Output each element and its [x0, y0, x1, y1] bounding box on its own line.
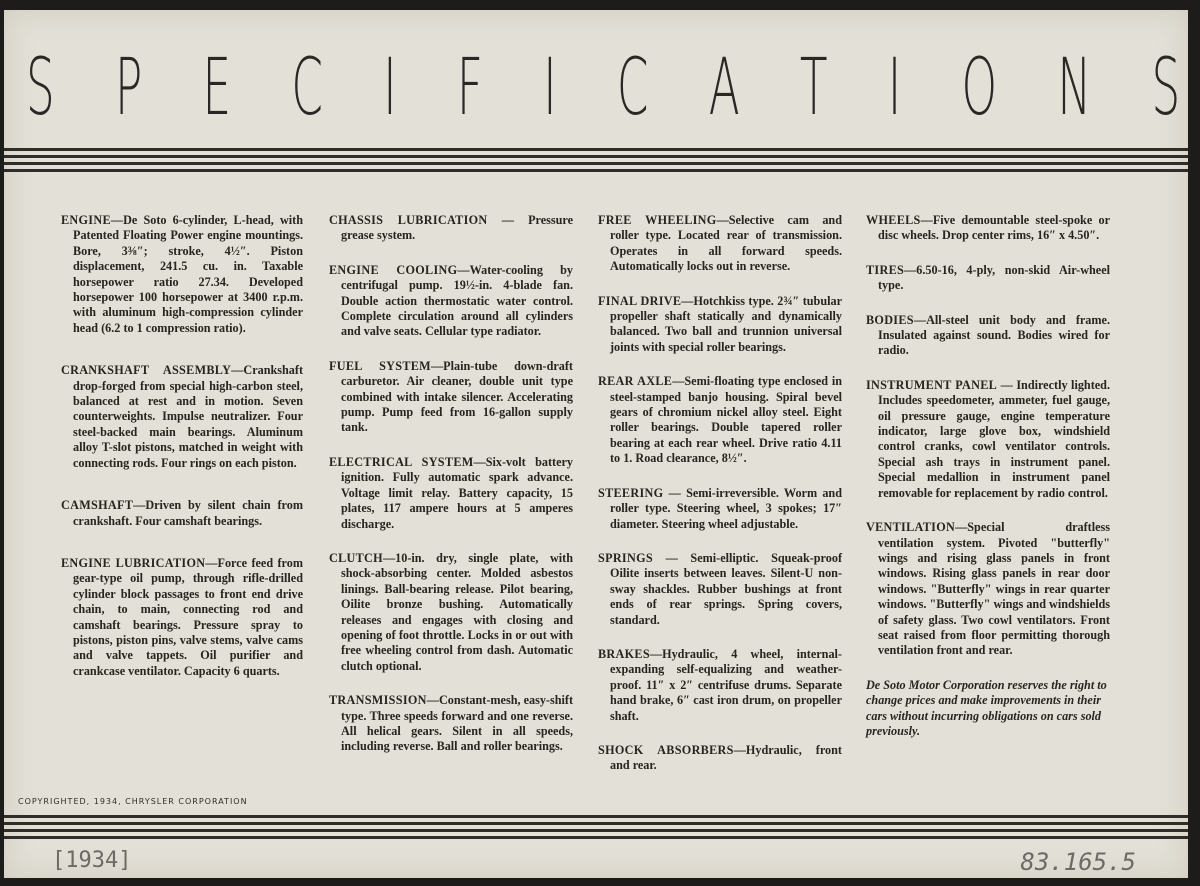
spec-column-2 [329, 213, 573, 774]
spec-entry: ENGINE COOLING—Water-cooling by centrifugal pump. 19½-in. 4-blade fan. Double action thermostatic water control. Complete circulation around all cylinders and valve seats. Cellular type radiator. [329, 262, 573, 339]
spec-entry: BODIES—All-steel unit body and frame. Insulated against sound. Bodies wired for radio. [866, 312, 1110, 358]
top-rule-lines [4, 148, 1188, 176]
spec-entry: TRANSMISSION—Constant-mesh, easy-shift type. Three speeds forward and one reverse. All helical gears. Silent in all speeds, including reverse. Ball and roller bearings. [329, 693, 573, 754]
spec-entry: SHOCK ABSORBERS—Hydraulic, front and rear. [598, 742, 842, 773]
spec-entry: VENTILATION—Special draftless ventilation system. Pivoted "butterfly" wings and rising glass panels in front windows. Rising glass panels in rear door windows. "Butterfly" wings in rear quarter windows. "Butterfly" wings and windshields of safety glass. Two cowl ventilators. Front seat raised from floor permitting thorough ventilation front and rear. [866, 520, 1110, 658]
page-title [26, 38, 1180, 138]
title-letter: S [1151, 43, 1181, 133]
spec-entry: FREE WHEELING—Selective cam and roller type. Located rear of transmission. Operates in all forward speeds. Automatically locks out in reverse. [598, 213, 842, 274]
title-letter: F [456, 43, 483, 133]
spec-entry: CAMSHAFT—Driven by silent chain from crankshaft. Four camshaft bearings. [61, 498, 303, 528]
title-letter: I [543, 43, 557, 133]
spec-entry: FUEL SYSTEM—Plain-tube down-draft carburetor. Air cleaner, double unit type combined with intake silencer. Accelerating pump. Pump feed from 16-gallon supply tank. [329, 358, 573, 435]
title-letter: S [26, 43, 55, 133]
title-letter: O [961, 43, 998, 133]
spec-entry: FINAL DRIVE—Hotchkiss type. 2¾″ tubular propeller shaft statically and dynamically balanced. Two ball and trunnion universal joints with special roller bearings. [598, 293, 842, 354]
spec-entry: INSTRUMENT PANEL — Indirectly lighted. Includes speedometer, ammeter, fuel gauge, oil pressure gauge, engine temperature indicator, large glove box, windshield control cranks, cowl ventilator controls. Special ash trays in instrument panel. Special medallion in instrument panel removable for replacement by radio control. [866, 377, 1110, 500]
spec-entry: TIRES—6.50-16, 4-ply, non-skid Air-wheel type. [866, 262, 1110, 293]
title-letter: I [383, 43, 397, 133]
spec-entry: WHEELS—Five demountable steel-spoke or disc wheels. Drop center rims, 16″ x 4.50″. [866, 213, 1110, 243]
spec-entry: ENGINE LUBRICATION—Force feed from gear-type oil pump, through rifle-drilled cylinder block passages to front end drive chain, to main, connecting rod and camshaft bearings. Pressure spray to pistons, piston pins, valve stems, valve cams and valve tappets. Oil purifier and crankcase ventilator. Capacity 6 quarts. [61, 555, 303, 678]
spec-sheet-page [4, 10, 1188, 878]
spec-entry: REAR AXLE—Semi-floating type enclosed in steel-stamped banjo housing. Spiral bevel gears of chromium nickel alloy steel. Eight roller bearings. Double tapered roller bearing at each rear wheel. Drive ratio 4.11 to 1. Road clearance, 8½″. [598, 374, 843, 466]
accession-number: 83.165.5 [1020, 848, 1136, 876]
bottom-rule-lines [4, 815, 1188, 843]
spec-entry: CHASSIS LUBRICATION — Pressure grease system. [329, 213, 573, 243]
copyright-line: COPYRIGHTED, 1934, CHRYSLER CORPORATION [18, 797, 248, 806]
spec-entry: CRANKSHAFT ASSEMBLY—Crankshaft drop-forged from special high-carbon steel, balanced at rest and in motion. Seven counterweights. Impulse neutralizer. Four steel-backed main bearings. Aluminum alloy T-slot pistons, matched in weight with connecting rods. Four rings on each piston. [61, 363, 303, 470]
spec-column-3 [598, 213, 842, 793]
title-letter: C [291, 43, 324, 133]
spec-entry: CLUTCH—10-in. dry, single plate, with shock-absorbing center. Molded asbestos linings. Ball-bearing release. Pilot bearing, Oilite bronze bushing. Automatically releases and engages with closing and opening of foot throttle. Locks in or out with free wheeling control from dash. Automatic clutch optional. [329, 550, 573, 673]
spec-column-1 [61, 213, 303, 706]
title-letter: E [202, 43, 232, 133]
title-letter: C [616, 43, 649, 133]
handwritten-year: [1934] [52, 848, 132, 873]
spec-entry: ELECTRICAL SYSTEM—Six-volt battery ignition. Fully automatic spark advance. Voltage limit relay. Battery capacity, 15 plates, 117 ampere hours at 5 amperes discharge. [329, 454, 573, 531]
title-letter: T [799, 43, 828, 133]
spec-entry: STEERING — Semi-irreversible. Worm and roller type. Steering wheel, 3 spokes; 17″ diameter. Steering wheel adjustable. [598, 485, 842, 531]
spec-entry: ENGINE—De Soto 6-cylinder, L-head, with Patented Floating Power engine mountings. Bore, 3⅜″; stroke, 4½″. Piston displacement, 241.5 cu. in. Taxable horsepower ratio 27.34. Developed horsepower 100 horsepower at 3400 r.p.m. with aluminum high-compression cylinder head (6.2 to 1 compression ratio). [61, 213, 303, 335]
title-letter: N [1057, 43, 1092, 133]
title-letter: P [114, 43, 143, 133]
title-letter: A [708, 43, 740, 133]
spec-entry: SPRINGS — Semi-elliptic. Squeak-proof Oilite inserts between leaves. Silent-U non-sway shackles. Rubber bushings at front ends of rear springs. Spring covers, standard. [598, 550, 842, 627]
disclaimer-note: De Soto Motor Corporation reserves the right to change prices and make improvements in their cars without incurring obligations on cars sold previously. [866, 677, 1107, 739]
title-letter: I [887, 43, 902, 133]
spec-entry: BRAKES—Hydraulic, 4 wheel, internal-expanding self-equalizing and weather-proof. 11″ x 2″ centrifuse drums. Separate hand brake, 6″ cast iron drum, on propeller shaft. [598, 646, 842, 723]
spec-column-4 [866, 213, 1110, 752]
